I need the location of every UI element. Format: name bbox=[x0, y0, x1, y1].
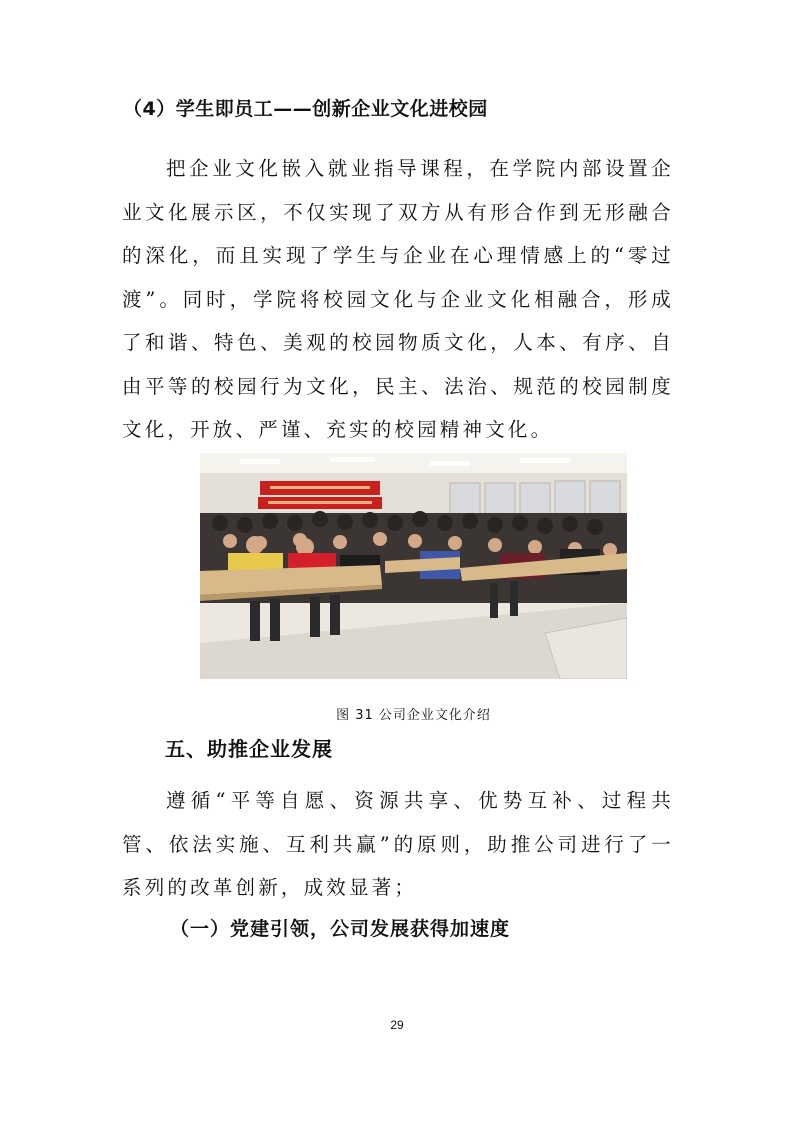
paragraph-text-2: 遵循“平等自愿、资源共享、优势互补、过程共管、依法实施、互利共赢”的原则，助推公司进行了一系列的改革创新，成效显著； bbox=[122, 789, 674, 899]
paragraph-text-1: 把企业文化嵌入就业指导课程，在学院内部设置企业文化展示区，不仅实现了双方从有形合作到无形融合的深化，而且实现了学生与企业在心理情感上的“零过渡”。同时，学院将校园文化与企业文化相融合，形成了和谐、特色、美观的校园物质文化，人本、有序、自由平等的校园行为文化，民主、法治、规范的校园制度文化，开放、严谨、充实的校园精神文化。 bbox=[122, 157, 674, 441]
paragraph-enterprise-culture bbox=[122, 147, 674, 452]
figure-caption: 图 31 公司企业文化介绍 bbox=[336, 708, 491, 723]
subsection-heading-1: （一）党建引领，公司发展获得加速度 bbox=[170, 918, 511, 940]
subsection-heading-4: （4）学生即员工——创新企业文化进校园 bbox=[123, 98, 488, 120]
page-number: 29 bbox=[390, 1018, 404, 1032]
lecture-hall-photo bbox=[200, 453, 627, 679]
classroom-illustration bbox=[200, 453, 627, 679]
section-heading-5: 五、助推企业发展 bbox=[165, 737, 333, 761]
paragraph-principles bbox=[122, 779, 674, 910]
